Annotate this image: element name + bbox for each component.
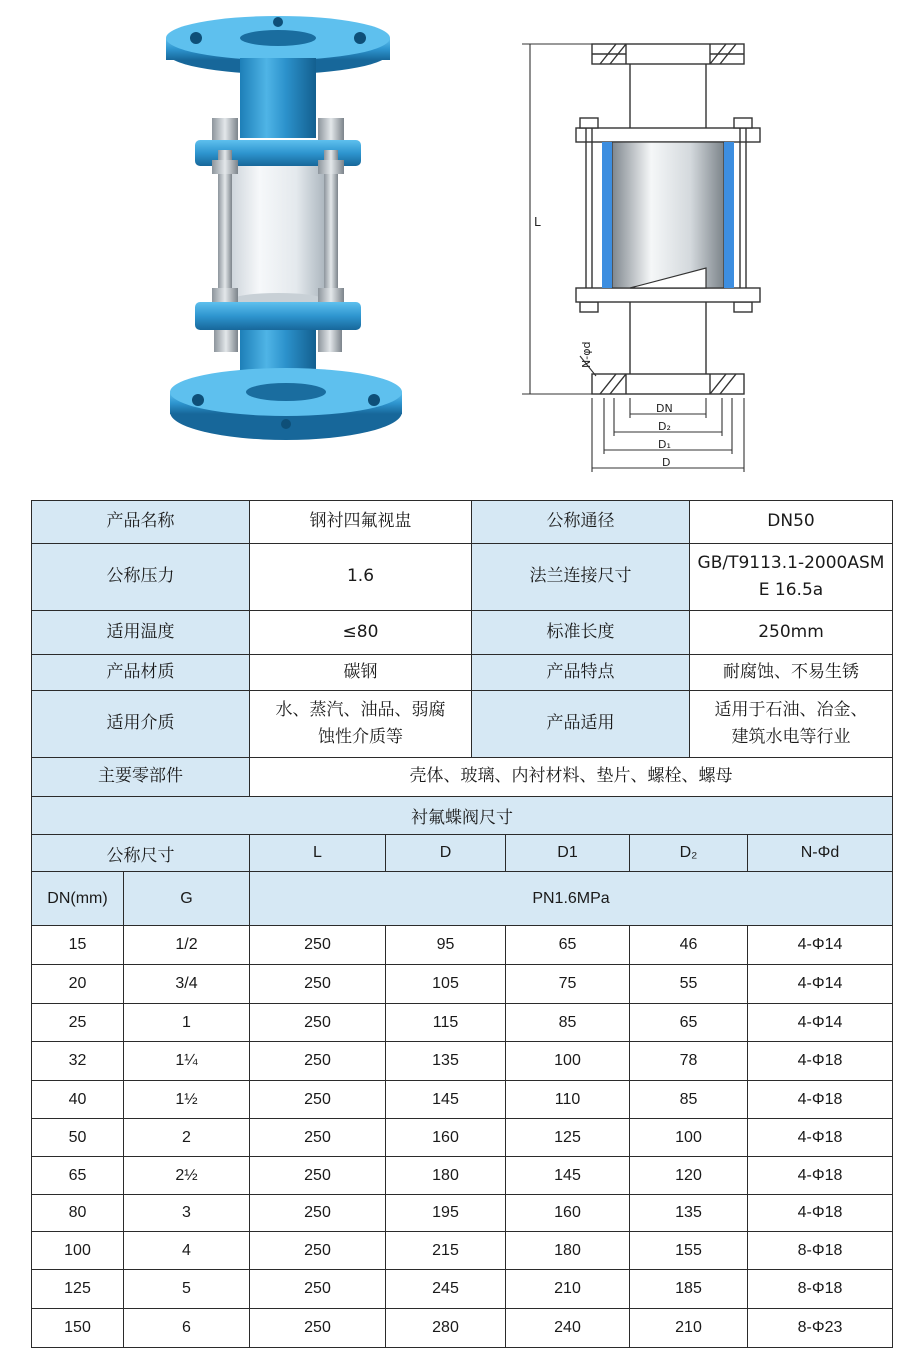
cell-d1: 125 <box>506 1119 630 1157</box>
spec-value: 碳钢 <box>250 655 472 691</box>
spec-value <box>690 544 893 611</box>
spec-label: 主要零部件 <box>32 758 250 797</box>
size-table <box>31 796 893 1348</box>
spec-table <box>31 500 893 797</box>
cell-d2: 120 <box>630 1157 748 1195</box>
cell-d: 160 <box>386 1119 506 1157</box>
spec-label: 公称通径 <box>472 501 690 544</box>
cell-d: 215 <box>386 1232 506 1270</box>
size-title-row <box>32 797 893 835</box>
label-d: D <box>662 456 671 469</box>
cell-d1: 160 <box>506 1195 630 1232</box>
cell-dn: 80 <box>32 1195 124 1232</box>
header-d: D <box>386 835 506 872</box>
spec-value: 1.6 <box>250 544 472 611</box>
cell-dn: 150 <box>32 1309 124 1348</box>
flange-value-line2: E 16.5a <box>758 580 824 600</box>
cell-d1: 100 <box>506 1042 630 1081</box>
cell-d2: 210 <box>630 1309 748 1348</box>
table-row <box>32 1081 893 1119</box>
label-dn: DN <box>656 402 673 415</box>
cell-g: 6 <box>124 1309 250 1348</box>
cell-l: 250 <box>250 1119 386 1157</box>
cell-d: 105 <box>386 965 506 1004</box>
cell-d: 195 <box>386 1195 506 1232</box>
cell-d2: 85 <box>630 1081 748 1119</box>
spec-label: 产品特点 <box>472 655 690 691</box>
cell-dn: 20 <box>32 965 124 1004</box>
cell-d2: 185 <box>630 1270 748 1309</box>
cell-l: 250 <box>250 1004 386 1042</box>
cell-n-phi: 8-Φ18 <box>748 1232 893 1270</box>
spec-label: 适用温度 <box>32 611 250 655</box>
spec-label: 适用介质 <box>32 691 250 758</box>
cell-g: 1 <box>124 1004 250 1042</box>
cell-d: 180 <box>386 1157 506 1195</box>
cell-l: 250 <box>250 1195 386 1232</box>
cell-d1: 210 <box>506 1270 630 1309</box>
cell-d: 280 <box>386 1309 506 1348</box>
header-pressure: PN1.6MPa <box>250 872 893 926</box>
table-row <box>32 1157 893 1195</box>
cell-d1: 240 <box>506 1309 630 1348</box>
spec-label: 法兰连接尺寸 <box>472 544 690 611</box>
cell-d: 145 <box>386 1081 506 1119</box>
cell-d1: 145 <box>506 1157 630 1195</box>
cell-n-phi: 4-Φ18 <box>748 1042 893 1081</box>
header-nominal: 公称尺寸 <box>32 835 250 872</box>
cell-d: 245 <box>386 1270 506 1309</box>
size-header-row <box>32 835 893 872</box>
cell-dn: 65 <box>32 1157 124 1195</box>
header-n-phi: N-Φd <box>748 835 893 872</box>
cell-d2: 55 <box>630 965 748 1004</box>
table-row <box>32 926 893 965</box>
cell-n-phi: 4-Φ14 <box>748 1004 893 1042</box>
spec-value: 250mm <box>690 611 893 655</box>
table-row <box>32 1195 893 1232</box>
technical-drawing <box>0 0 918 490</box>
table-row <box>32 1119 893 1157</box>
cell-l: 250 <box>250 965 386 1004</box>
spec-value: 钢衬四氟视盅 <box>250 501 472 544</box>
spec-label: 公称压力 <box>32 544 250 611</box>
cell-n-phi: 4-Φ18 <box>748 1119 893 1157</box>
cell-d1: 180 <box>506 1232 630 1270</box>
size-table-body <box>32 926 893 1348</box>
cell-l: 250 <box>250 1081 386 1119</box>
cell-g: 3 <box>124 1195 250 1232</box>
cell-dn: 100 <box>32 1232 124 1270</box>
header-dn: DN(mm) <box>32 872 124 926</box>
header-d2: D₂ <box>630 835 748 872</box>
cell-d2: 65 <box>630 1004 748 1042</box>
cell-d1: 65 <box>506 926 630 965</box>
spec-label: 产品适用 <box>472 691 690 758</box>
cell-d: 95 <box>386 926 506 965</box>
illustration-area <box>0 0 918 490</box>
table-row <box>32 1004 893 1042</box>
spec-row <box>32 758 893 797</box>
cell-dn: 40 <box>32 1081 124 1119</box>
cell-d: 135 <box>386 1042 506 1081</box>
cell-g: 2½ <box>124 1157 250 1195</box>
cell-n-phi: 4-Φ14 <box>748 926 893 965</box>
spec-row <box>32 691 893 758</box>
spec-label: 标准长度 <box>472 611 690 655</box>
label-L: L <box>534 215 541 229</box>
spec-row <box>32 611 893 655</box>
cell-l: 250 <box>250 1042 386 1081</box>
spec-row <box>32 501 893 544</box>
cell-dn: 25 <box>32 1004 124 1042</box>
spec-value: DN50 <box>690 501 893 544</box>
table-row <box>32 1042 893 1081</box>
cell-dn: 125 <box>32 1270 124 1309</box>
label-d2: D₂ <box>658 420 671 433</box>
cell-g: 1½ <box>124 1081 250 1119</box>
header-d1: D1 <box>506 835 630 872</box>
cell-dn: 32 <box>32 1042 124 1081</box>
cell-dn: 50 <box>32 1119 124 1157</box>
label-n-phi: N-φd <box>580 341 593 368</box>
cell-d2: 78 <box>630 1042 748 1081</box>
cell-l: 250 <box>250 926 386 965</box>
cell-l: 250 <box>250 1232 386 1270</box>
cell-n-phi: 8-Φ23 <box>748 1309 893 1348</box>
table-row <box>32 1309 893 1348</box>
cell-n-phi: 4-Φ18 <box>748 1081 893 1119</box>
spec-value <box>690 691 893 758</box>
spec-value: 耐腐蚀、不易生锈 <box>690 655 893 691</box>
cell-n-phi: 4-Φ18 <box>748 1195 893 1232</box>
header-l: L <box>250 835 386 872</box>
cell-n-phi: 4-Φ14 <box>748 965 893 1004</box>
label-d1: D₁ <box>658 438 671 451</box>
cell-d2: 100 <box>630 1119 748 1157</box>
table-row <box>32 1232 893 1270</box>
cell-g: 4 <box>124 1232 250 1270</box>
cell-l: 250 <box>250 1270 386 1309</box>
spec-value: ≤80 <box>250 611 472 655</box>
table-row <box>32 1270 893 1309</box>
cell-d2: 155 <box>630 1232 748 1270</box>
spec-value: 壳体、玻璃、内衬材料、垫片、螺栓、螺母 <box>250 758 893 797</box>
cell-g: 2 <box>124 1119 250 1157</box>
cell-d1: 85 <box>506 1004 630 1042</box>
cell-d1: 110 <box>506 1081 630 1119</box>
spec-label: 产品材质 <box>32 655 250 691</box>
usage-value-line2: 建筑水电等行业 <box>731 727 851 747</box>
medium-value-line2: 蚀性介质等 <box>318 727 403 747</box>
header-g: G <box>124 872 250 926</box>
cell-g: 5 <box>124 1270 250 1309</box>
spec-row <box>32 544 893 611</box>
cell-d1: 75 <box>506 965 630 1004</box>
table-row <box>32 965 893 1004</box>
spec-row <box>32 655 893 691</box>
cell-d2: 46 <box>630 926 748 965</box>
cell-dn: 15 <box>32 926 124 965</box>
spec-value <box>250 691 472 758</box>
size-subheader-row <box>32 872 893 926</box>
flange-value-line1: GB/T9113.1-2000ASM <box>697 552 885 573</box>
cell-n-phi: 8-Φ18 <box>748 1270 893 1309</box>
spec-label: 产品名称 <box>32 501 250 544</box>
cell-g: 3/4 <box>124 965 250 1004</box>
cell-l: 250 <box>250 1309 386 1348</box>
cell-d2: 135 <box>630 1195 748 1232</box>
usage-value-line1: 适用于石油、冶金、 <box>714 699 868 720</box>
cell-n-phi: 4-Φ18 <box>748 1157 893 1195</box>
cell-g: 1/2 <box>124 926 250 965</box>
cell-g: 1¼ <box>124 1042 250 1081</box>
cell-l: 250 <box>250 1157 386 1195</box>
size-table-title: 衬氟蝶阀尺寸 <box>32 797 893 835</box>
medium-value-line1: 水、蒸汽、油品、弱腐 <box>275 699 446 720</box>
cell-d: 115 <box>386 1004 506 1042</box>
